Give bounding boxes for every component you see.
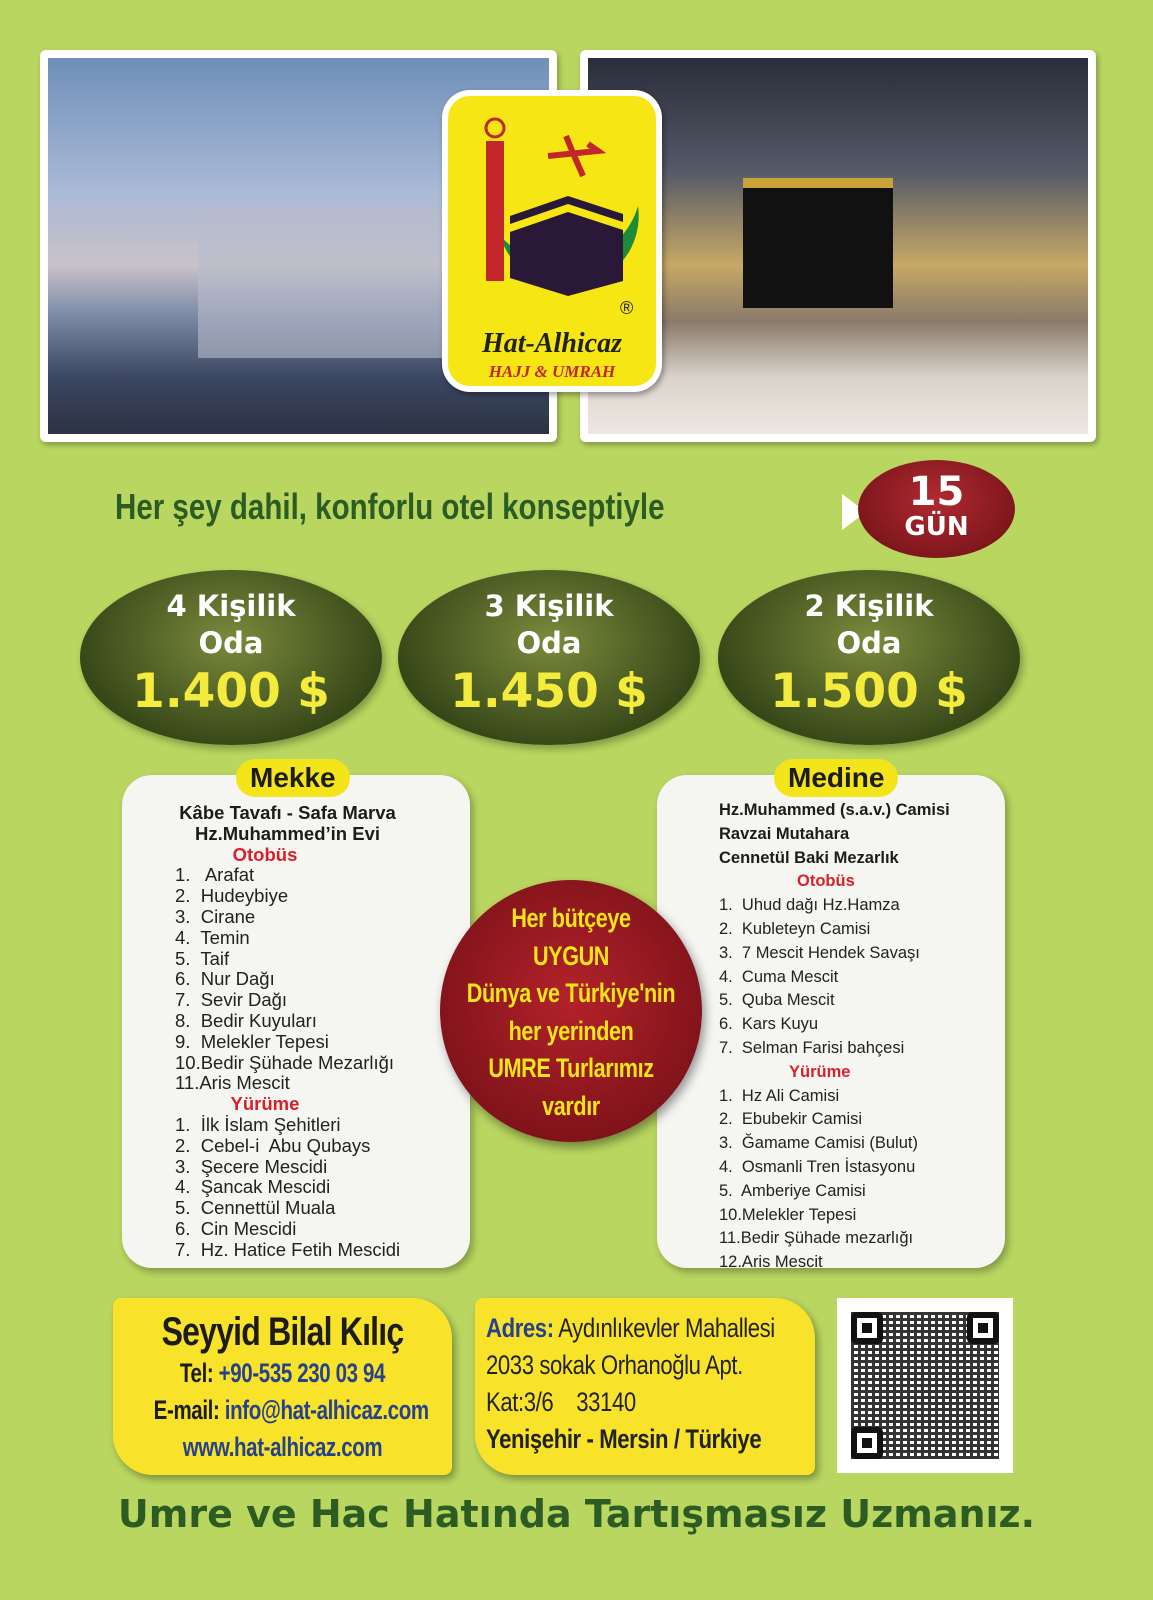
- promo-circle: [440, 880, 702, 1142]
- promo-line: Dünya ve Türkiye'nin: [466, 978, 676, 1008]
- list-item: 2. Cebel-i Abu Qubays: [175, 1134, 371, 1156]
- list-item: 10.Bedir Şühade Mezarlığı: [175, 1051, 395, 1073]
- mekke-panel: [122, 762, 470, 1268]
- room-label: Oda: [516, 626, 582, 660]
- website-link[interactable]: www.hat-alhicaz.com: [182, 1432, 383, 1462]
- promo-line: Her bütçeye: [511, 903, 631, 933]
- mekke-title: Mekke: [236, 759, 350, 797]
- list-item: 9. Melekler Tepesi: [175, 1030, 329, 1052]
- mekke-header: Hz.Muhammed’in Evi: [194, 822, 381, 844]
- tel-link[interactable]: +90-535 230 03 94: [218, 1358, 386, 1388]
- room-type: 4 Kişilik: [166, 589, 296, 623]
- list-item: 7. Sevir Dağı: [175, 989, 288, 1011]
- contact-box: [113, 1298, 452, 1475]
- list-item: 11.Bedir Şühade mezarlığı: [719, 1229, 914, 1248]
- mekke-bus-label: Otobüs: [232, 843, 298, 865]
- list-item: 7. Hz. Hatice Fetih Mescidi: [175, 1238, 401, 1260]
- mekke-header: Kâbe Tavafı - Safa Marva: [179, 802, 396, 823]
- duration-badge: [858, 460, 1015, 558]
- list-item: 1. Hz Ali Camisi: [719, 1086, 840, 1105]
- duration-number: 15: [908, 469, 965, 515]
- list-item: 2. Ebubekir Camisi: [719, 1110, 863, 1129]
- email-label: E-mail:: [153, 1395, 220, 1425]
- promo-line: UMRE Turlarımız: [488, 1053, 654, 1083]
- list-item: 3. Cirane: [175, 905, 256, 927]
- list-item: 1. Uhud dağı Hz.Hamza: [719, 896, 900, 915]
- headline: Her şey dahil, konforlu otel konseptiyle: [115, 486, 665, 527]
- list-item: 11.Aris Mescit: [175, 1072, 290, 1094]
- list-item: 3. 7 Mescit Hendek Savaşı: [719, 943, 920, 962]
- list-item: 4. Cuma Mescit: [719, 967, 839, 986]
- promo-line: her yerinden: [508, 1015, 634, 1046]
- list-item: 8. Bedir Kuyuları: [175, 1009, 317, 1031]
- list-item: 5. Taif: [175, 947, 230, 969]
- tel-label: Tel:: [179, 1358, 214, 1388]
- room-price-2: [718, 570, 1020, 745]
- list-item: 7. Selman Farisi bahçesi: [719, 1038, 905, 1057]
- list-item: 3. Ğamame Camisi (Bulut): [719, 1134, 918, 1153]
- list-item: 10.Melekler Tepesi: [719, 1205, 857, 1224]
- list-item: 2. Hudeybiye: [175, 885, 289, 907]
- email-link[interactable]: info@hat-alhicaz.com: [224, 1395, 429, 1425]
- promo-line: vardır: [542, 1090, 600, 1121]
- address-line: 2033 sokak Orhanoğlu Apt.: [486, 1350, 743, 1380]
- logo-brand: Hat-Alhicaz: [481, 328, 622, 359]
- list-item: 4. Temin: [175, 926, 250, 948]
- room-label: Oda: [198, 626, 264, 660]
- list-item: 5. Cennettül Muala: [175, 1197, 336, 1219]
- medine-panel: [657, 762, 1005, 1272]
- medine-walk-list: [719, 1085, 950, 1275]
- list-item: 1. Arafat: [175, 864, 255, 886]
- medine-walk-label: Yürüme: [789, 1062, 851, 1081]
- address-line: Aydınlıkevler Mahallesi: [558, 1313, 775, 1343]
- address-line: Kat:3/6 33140: [486, 1387, 636, 1417]
- list-item: 6. Kars Kuyu: [719, 1015, 819, 1034]
- medine-bus-label: Otobüs: [797, 872, 855, 891]
- medine-header: Hz.Muhammed (s.a.v.) Camisi: [719, 801, 950, 819]
- medine-title: Medine: [774, 759, 898, 797]
- mekke-walk-list: [175, 1115, 400, 1261]
- kaaba-crescent-plane-icon: [448, 96, 656, 326]
- list-item: 2. Kubleteyn Camisi: [719, 919, 871, 938]
- room-type: 2 Kişilik: [804, 589, 934, 623]
- duration-unit: GÜN: [904, 512, 969, 542]
- qr-code[interactable]: [837, 1298, 1013, 1473]
- list-item: 5. Quba Mescit: [719, 991, 835, 1010]
- medine-header: Ravzai Mutahara: [719, 824, 850, 843]
- logo: [442, 90, 662, 392]
- room-label: Oda: [836, 626, 902, 660]
- registered-mark: ®: [620, 298, 634, 318]
- list-item: 6. Nur Dağı: [175, 968, 275, 990]
- list-item: 12.Aris Mescit: [719, 1253, 823, 1272]
- footer-slogan: Umre ve Hac Hatında Tartışmasız Uzmanız.: [117, 1492, 1036, 1536]
- mekke-bus-list: [175, 865, 400, 1094]
- room-price: 1.400 $: [132, 664, 330, 719]
- room-price-3: [398, 570, 700, 745]
- list-item: 5. Amberiye Camisi: [719, 1181, 866, 1200]
- list-item: 4. Osmanli Tren İstasyonu: [719, 1157, 916, 1176]
- promo-line: UYGUN: [532, 940, 609, 971]
- room-type: 3 Kişilik: [484, 589, 614, 623]
- logo-subtitle: HAJJ & UMRAH: [488, 362, 616, 381]
- contact-name: Seyyid Bilal Kılıç: [161, 1310, 404, 1354]
- medine-header: Cennetül Baki Mezarlık: [719, 848, 899, 867]
- list-item: 4. Şancak Mescidi: [175, 1176, 331, 1198]
- room-price-4: [80, 570, 382, 745]
- room-price: 1.500 $: [770, 664, 968, 719]
- list-item: 3. Şecere Mescidi: [175, 1155, 328, 1177]
- list-item: 1. İlk İslam Şehitleri: [175, 1113, 341, 1135]
- room-price: 1.450 $: [450, 664, 648, 719]
- address-label: Adres:: [486, 1313, 554, 1343]
- list-item: 6. Cin Mescidi: [175, 1217, 297, 1239]
- mekke-walk-label: Yürüme: [230, 1093, 300, 1115]
- medine-bus-list: [719, 894, 950, 1061]
- address-line: Yenişehir - Mersin / Türkiye: [486, 1424, 762, 1454]
- address-box: [475, 1298, 815, 1475]
